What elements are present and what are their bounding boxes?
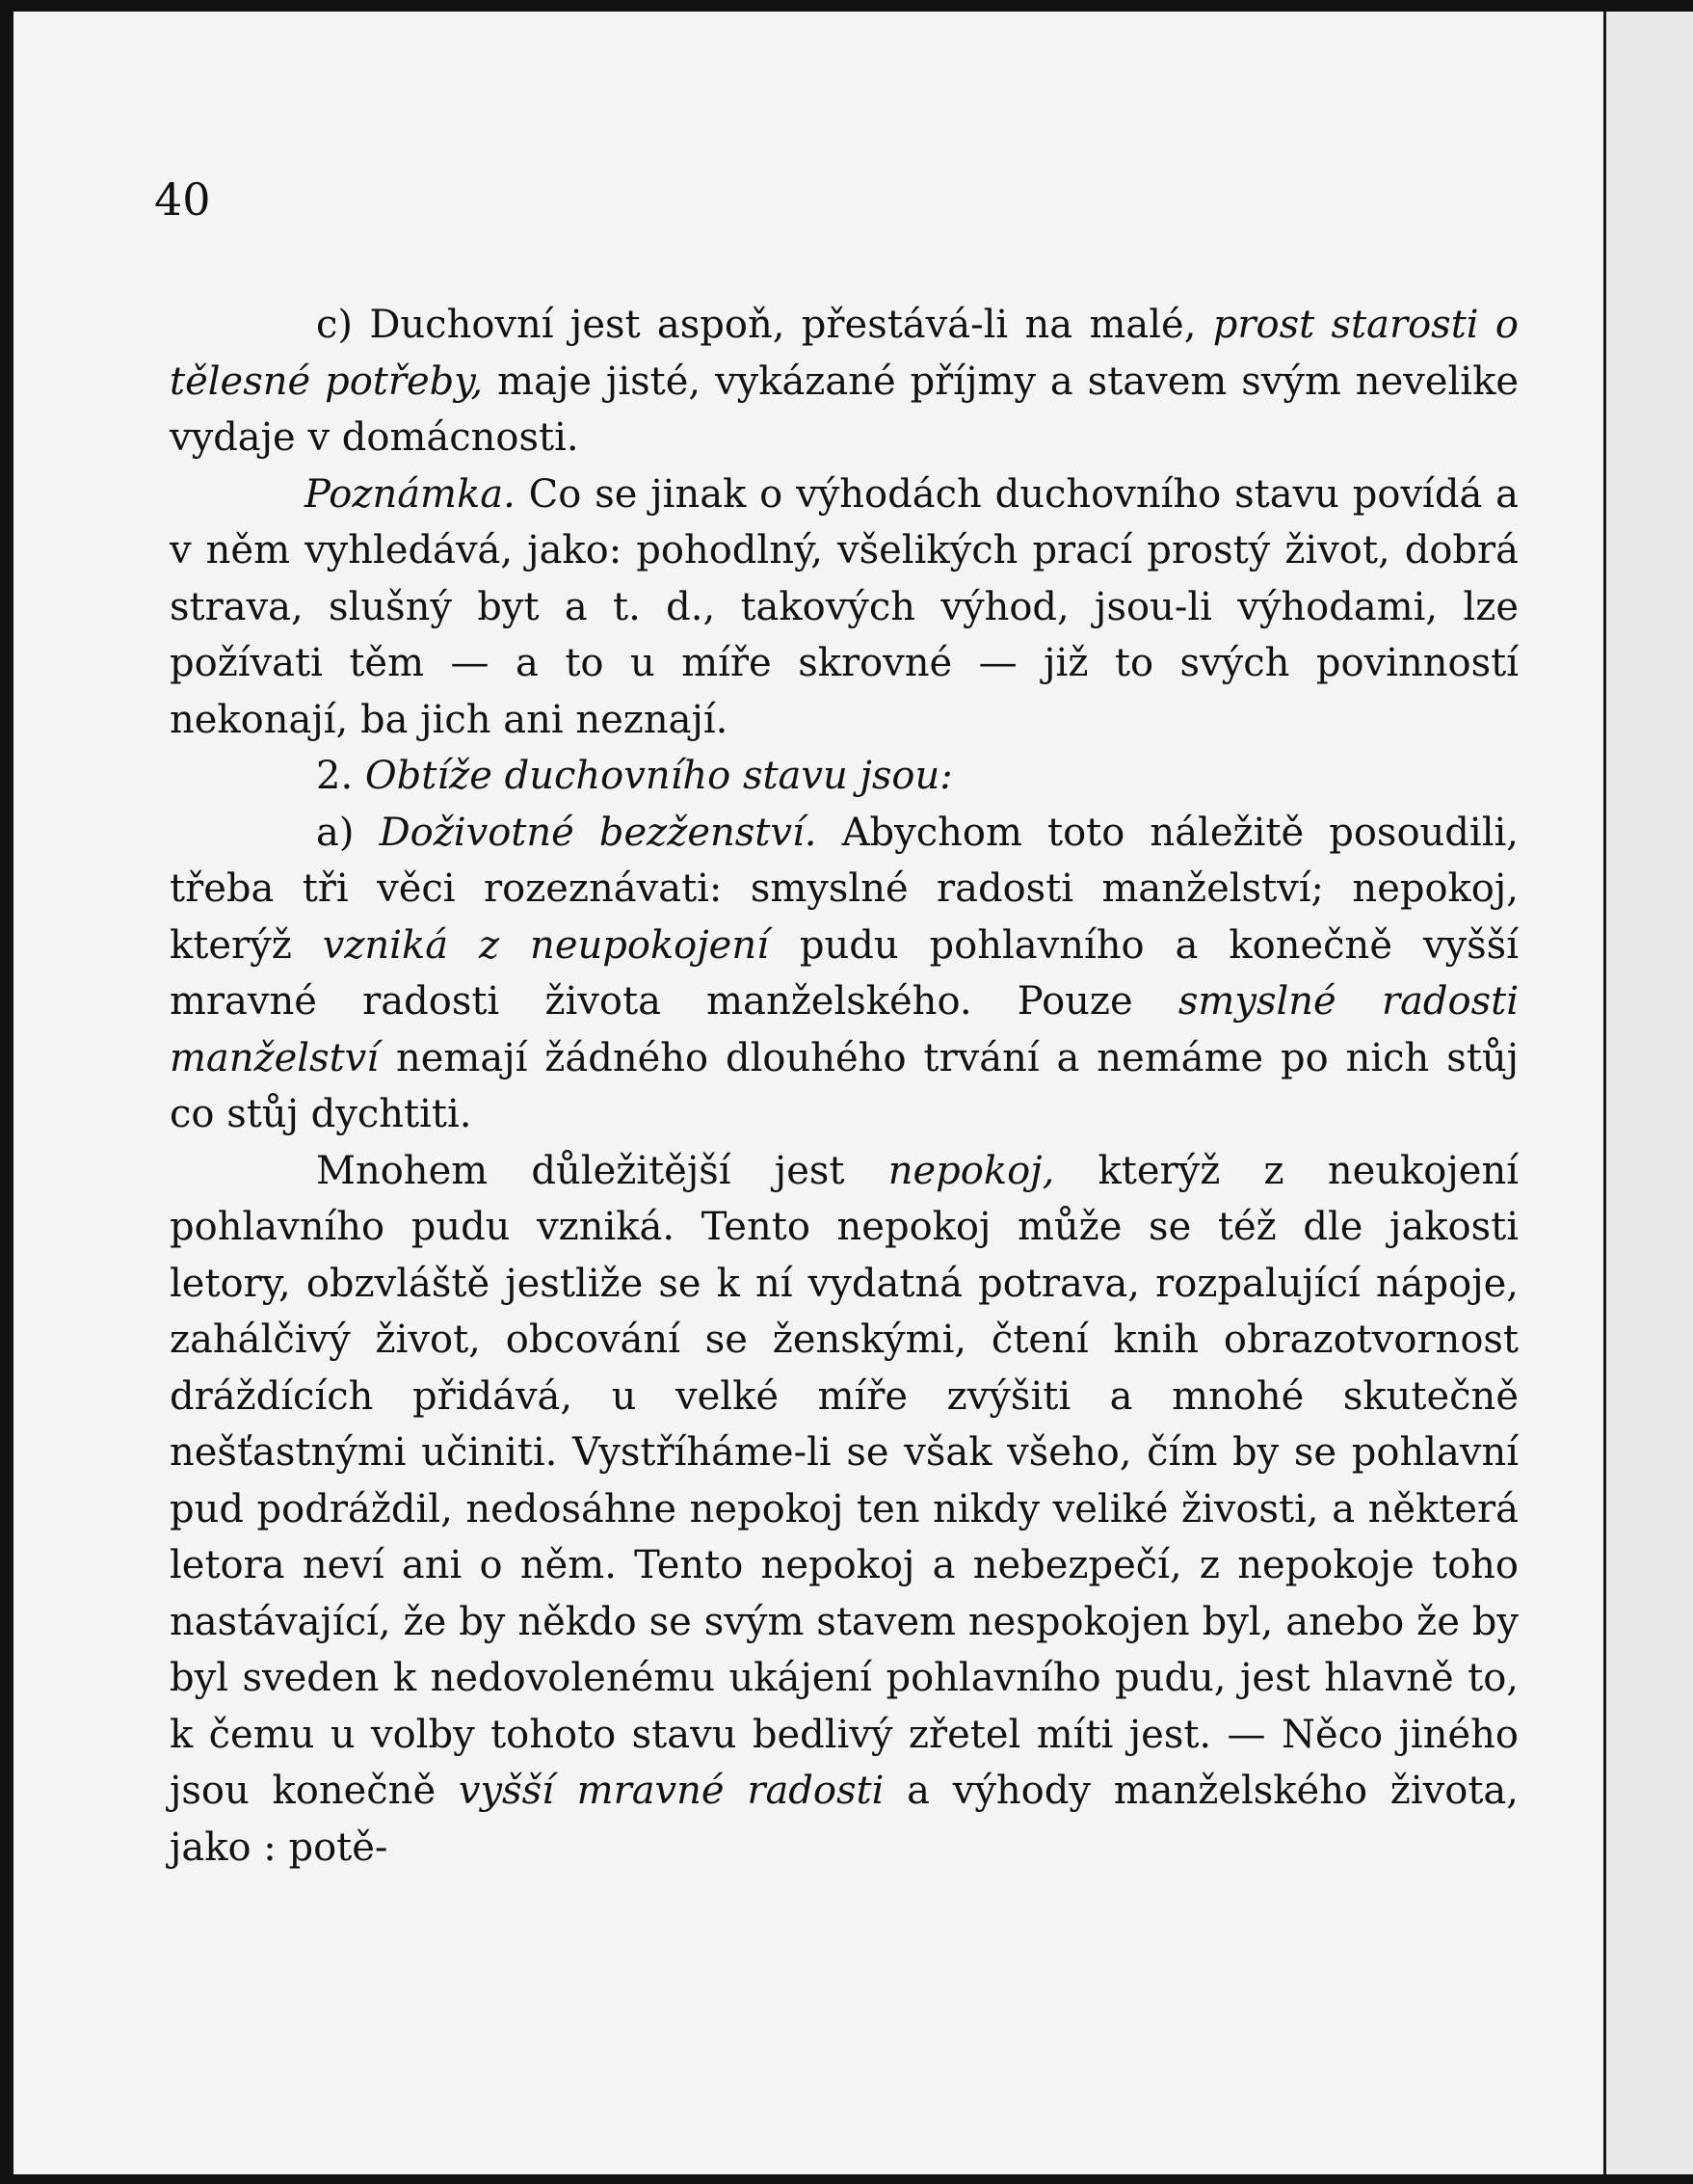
page-number: 40	[154, 173, 211, 226]
section-heading-difficulties	[170, 748, 1519, 805]
text-run: c) Duchovní jest aspoň, přestává-li na malé,	[316, 303, 1213, 347]
body-text	[170, 297, 1519, 1876]
text-run: Abychom toto náležitě posoudili, třeba tři věci rozeznávati: smyslné radosti manželství; nepokoj, kterýž	[170, 810, 1519, 968]
text-run: Co se jinak o výhodách duchovního stavu povídá a v něm vyhledává, jako: pohodlný, všelikých prací prostý život, dobrá strava, slušný byt a t. d., takových výhod, jsou-li výhodami, lze požívati těm — a to u míře skrovné — již to svých povinností nekonají, ba jich ani neznají.	[170, 471, 1519, 742]
paragraph-c-clergy-income	[170, 297, 1519, 466]
italic-run: vyšší mravné radosti	[458, 1769, 885, 1813]
italic-run: nepokoj,	[887, 1148, 1055, 1193]
italic-run: prost starosti o tělesné potřeby,	[170, 303, 1519, 404]
adjacent-page-edge	[1606, 12, 1693, 2174]
paragraph-unrest	[170, 1143, 1519, 1877]
text-run: nemají žádného dlouhého trvání a nemáme po nich stůj co stůj dychtiti.	[170, 1035, 1519, 1136]
italic-run: Poznámka.	[304, 471, 516, 517]
text-run: Mnohem důležitější jest	[316, 1148, 888, 1193]
paragraph-a-celibacy	[170, 805, 1519, 1143]
italic-run: smyslné radosti manželství	[170, 979, 1520, 1080]
italic-run: Obtíže duchovního stavu jsou:	[364, 754, 953, 798]
text-run: pudu pohlavního a konečně vyšší mravné radosti života manželského. Pouze	[170, 922, 1519, 1024]
text-run: a)	[316, 810, 380, 855]
text-run: kterýž z neukojení pohlavního pudu vzniká. Tento nepokoj může se též dle jakosti letory, obzvláště jestliže se k ní vydatná potrava, rozpalující nápoje, zahálčivý život, obcování se ženskými, čtení knih obrazotvornost dráždících přidává, u velké míře zvýšiti a mnohé skutečně nešťastnými učiniti. Vystříháme-li se však všeho, čím by se pohlavní pud podráždil, nedosáhne nepokoj ten nikdy veliké živosti, a některá letora neví ani o něm. Tento nepokoj a nebezpečí, z nepokoje toho nastávající, že by někdo se svým stavem nespokojen byl, anebo že by byl sveden k nedovolenému ukájení pohlavního pudu, jest hlavně to, k čemu u volby tohoto stavu bedlivý zřetel míti jest. — Něco jiného jsou konečně	[170, 1148, 1520, 1813]
italic-run: Doživotné bezženství.	[379, 810, 817, 855]
italic-run: vzniká z neupokojení	[322, 922, 769, 968]
text-run: 2.	[316, 754, 365, 798]
text-run: maje jisté, vykázané příjmy a stavem svým nevelike vydaje v domácnosti.	[170, 359, 1520, 460]
paragraph-note	[170, 466, 1519, 749]
text-run: a výhody manželského života, jako : potě-	[170, 1769, 1519, 1870]
